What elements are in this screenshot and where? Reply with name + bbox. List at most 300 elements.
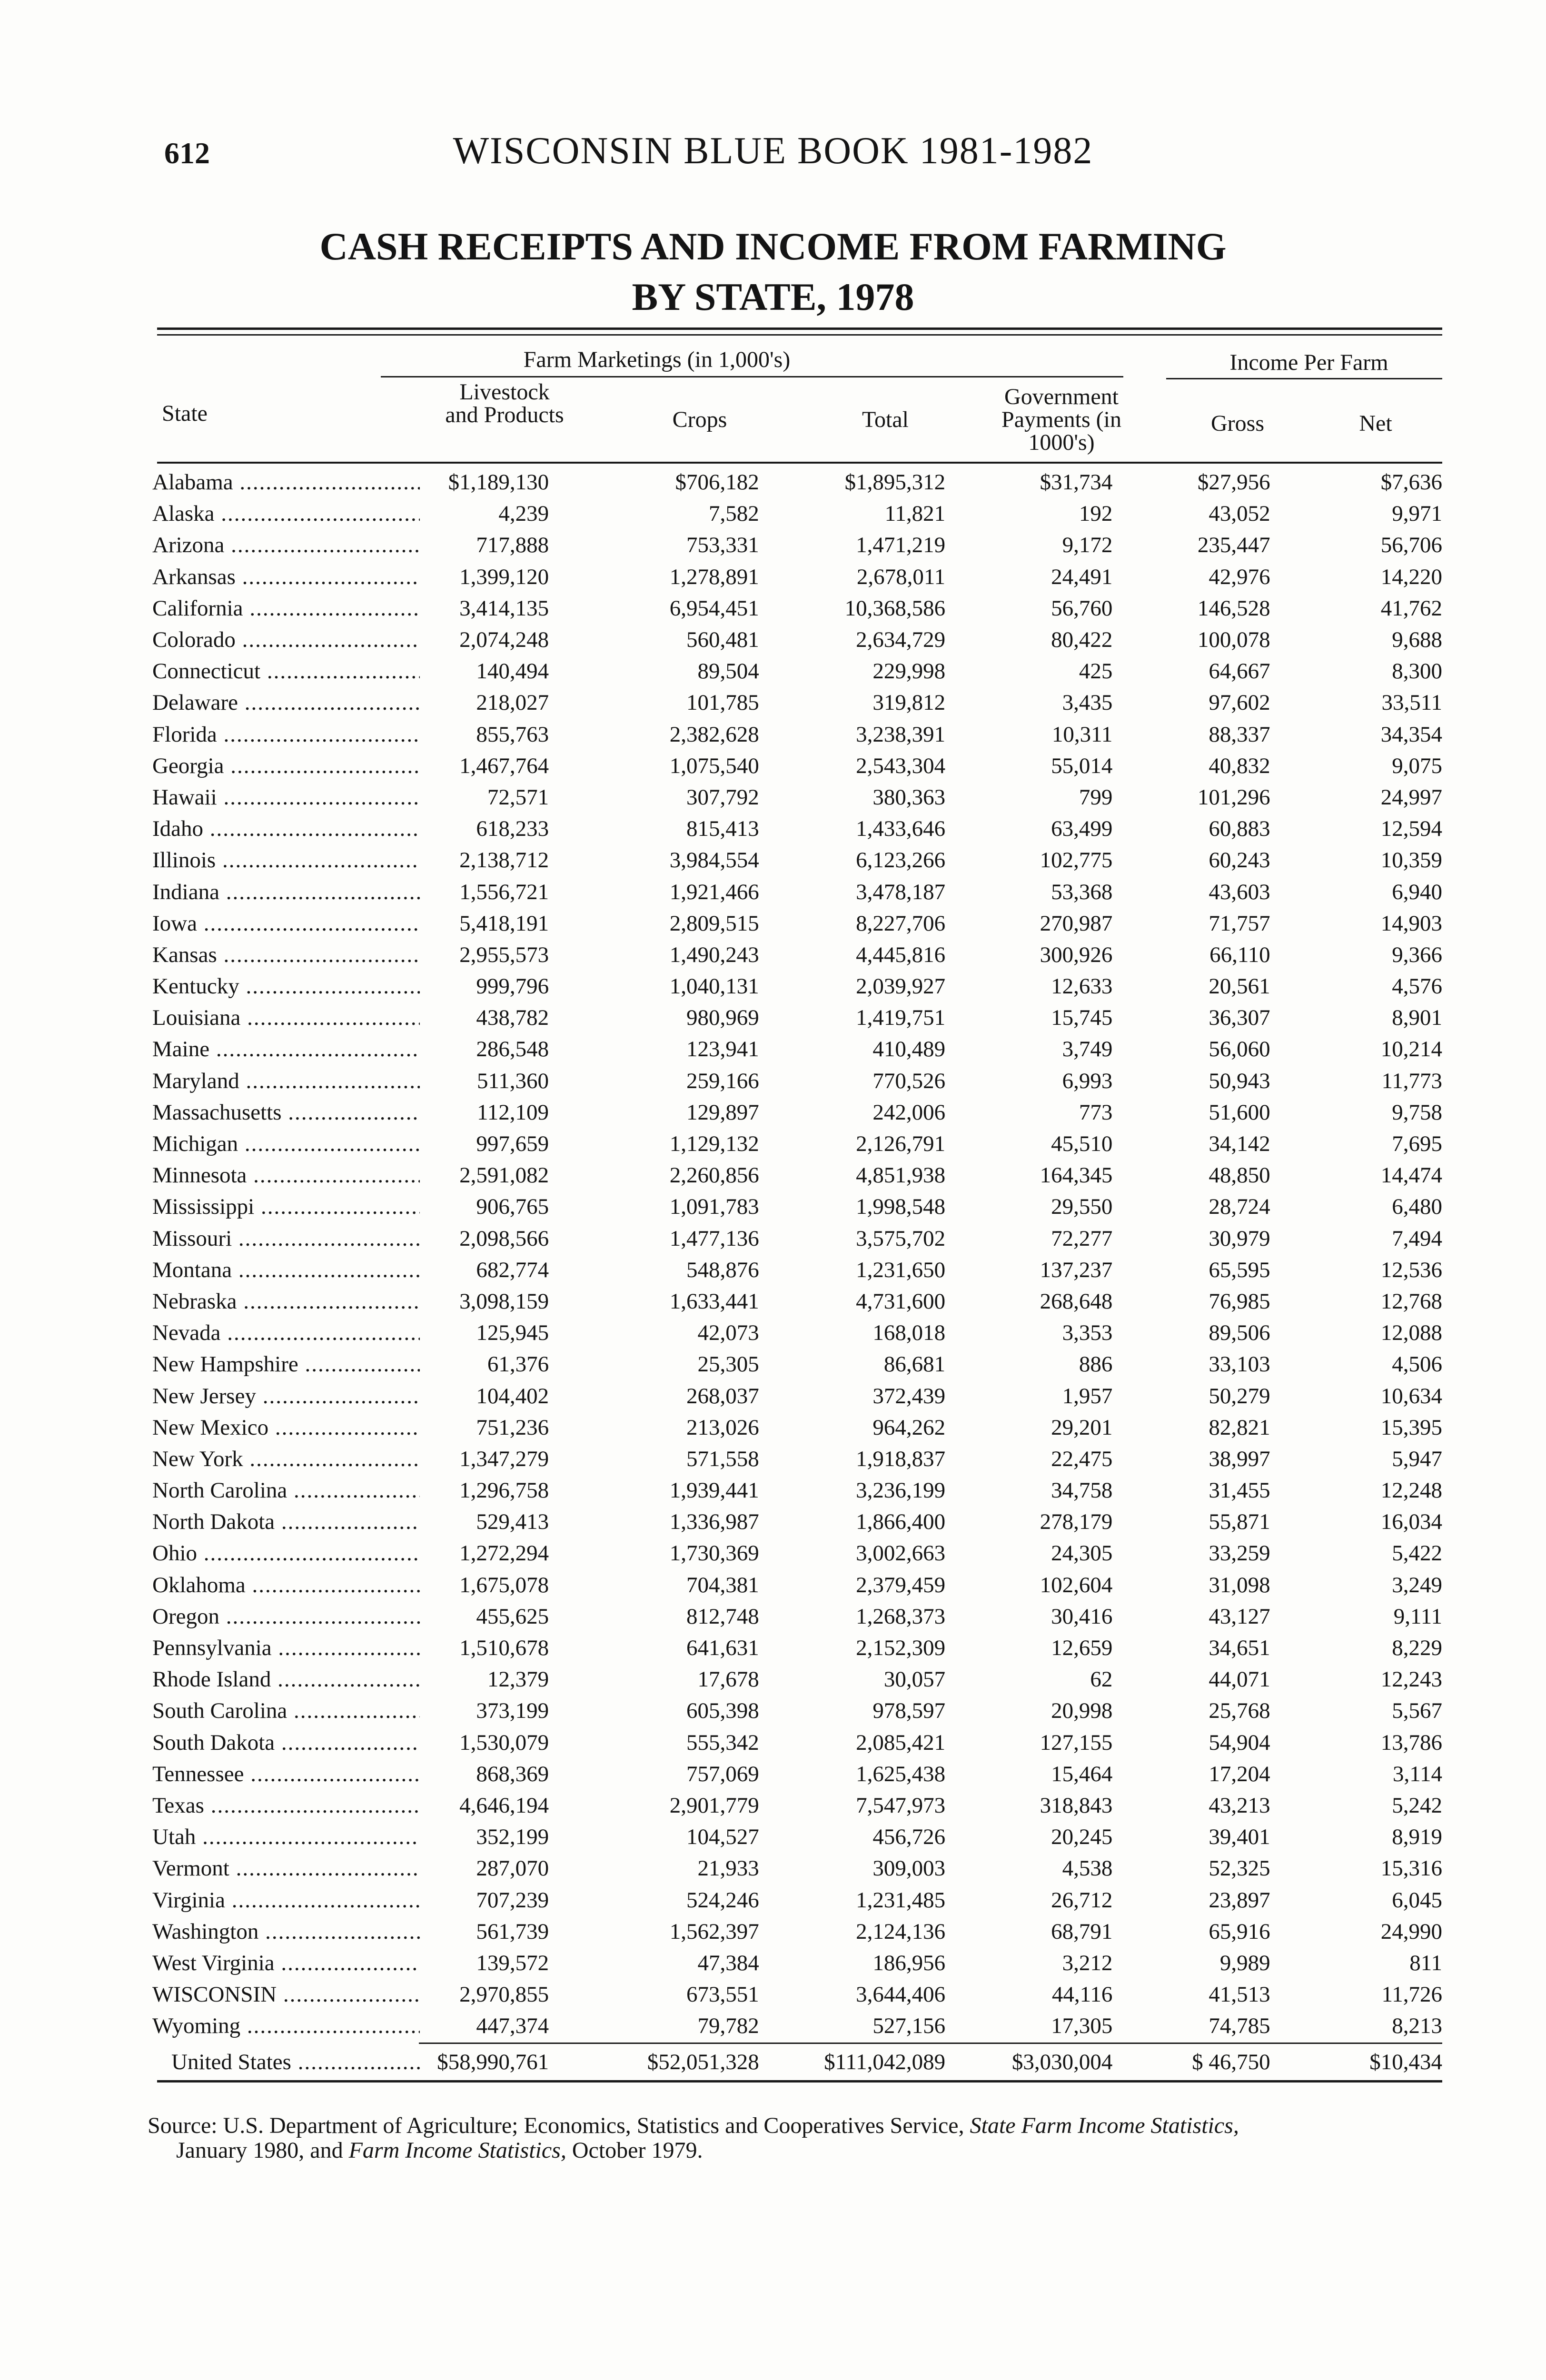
crops-cell: 129,897 [686,1100,759,1125]
table-row [152,1317,1442,1349]
livestock-cell: 286,548 [476,1037,549,1062]
table-row [152,876,1442,907]
gov-cell: 15,464 [1051,1761,1113,1786]
crops-cell: 1,129,132 [669,1131,759,1157]
net-cell: 5,947 [1392,1446,1442,1471]
crops-cell: 704,381 [686,1572,759,1597]
gross-cell: 17,204 [1209,1761,1270,1786]
total-cell: 7,547,973 [856,1793,946,1818]
crops-cell: 2,260,856 [669,1163,759,1188]
state-cell: Ohio ..... [152,1537,420,1569]
state-cell: Oklahoma ..... [152,1569,420,1601]
crops-cell: 1,490,243 [669,942,759,967]
gross-cell: 65,595 [1209,1257,1270,1282]
state-cell: New Jersey ..... [152,1380,420,1411]
table-row [152,593,1442,624]
gov-cell: 3,353 [1062,1320,1113,1346]
livestock-cell: 139,572 [476,1950,549,1975]
state-cell: New Hampshire ..... [152,1349,420,1380]
bottom-rule [157,2080,1442,2082]
crops-cell: 1,040,131 [669,974,759,999]
table-row [152,1065,1442,1097]
table-row [152,1286,1442,1317]
livestock-cell: 287,070 [476,1856,549,1881]
livestock-cell: 682,774 [476,1257,549,1282]
net-cell: 12,088 [1380,1320,1442,1346]
gov-cell: 192 [1079,501,1113,526]
total-cell: 1,231,650 [856,1257,946,1282]
crops-cell: 2,382,628 [669,722,759,747]
table-row [152,1191,1442,1222]
state-cell: Connecticut ..... [152,655,420,687]
crops-cell: 980,969 [686,1005,759,1031]
livestock-cell: 529,413 [476,1509,549,1535]
table-row [152,908,1442,939]
table-row [152,1601,1442,1632]
state-cell: Hawaii ..... [152,782,420,813]
data-rows [152,466,1442,2042]
total-cell: 964,262 [872,1415,946,1440]
total-cell: 380,363 [872,784,946,810]
state-cell: Washington ..... [152,1916,420,1947]
net-cell: 8,300 [1392,659,1442,684]
livestock-cell: 906,765 [476,1194,549,1220]
total-cell: 30,057 [883,1667,946,1692]
table-row [152,655,1442,687]
table-row [152,1128,1442,1160]
gov-cell: 53,368 [1051,879,1113,904]
total-cell: 3,478,187 [856,879,946,904]
state-cell: Idaho ..... [152,813,420,844]
gov-cell: 102,604 [1040,1572,1113,1597]
gross-cell: 50,279 [1209,1383,1270,1408]
gross-cell: 43,127 [1209,1604,1270,1629]
livestock-cell: 1,530,079 [459,1730,549,1755]
livestock-cell: 1,296,758 [459,1478,549,1503]
table-row [152,1475,1442,1506]
livestock-cell: 511,360 [477,1068,549,1093]
total-cell: 10,368,586 [844,595,946,621]
state-cell: WISCONSIN ..... [152,1979,420,2010]
table-row [152,1947,1442,1979]
total-cell: 1,419,751 [856,1005,946,1031]
gross-cell: 50,943 [1209,1068,1270,1093]
table-row [152,1821,1442,1853]
state-cell: Iowa ..... [152,908,420,939]
gov-cell: 886 [1079,1352,1113,1377]
total-cell: 6,123,266 [856,848,946,873]
total-cell: 4,445,816 [856,942,946,967]
total-cell: 319,812 [872,690,946,715]
state-cell: Nebraska ..... [152,1286,420,1317]
total-cell: 1,625,438 [856,1761,946,1786]
gross-cell: 42,976 [1209,564,1270,589]
gov-cell: 45,510 [1051,1131,1113,1157]
table-row [152,813,1442,844]
livestock-cell: 4,239 [498,501,549,526]
livestock-cell: 125,945 [476,1320,549,1346]
gov-cell: 56,760 [1051,595,1113,621]
state-cell: Vermont ..... [152,1853,420,1884]
net-cell: 9,758 [1392,1100,1442,1125]
crops-cell: 1,477,136 [669,1226,759,1251]
gov-cell: 102,775 [1040,848,1113,873]
gross-cell: 34,651 [1209,1636,1270,1661]
gross-cell: 33,259 [1209,1541,1270,1566]
gov-cell: 300,926 [1040,942,1113,967]
gross-cell: 23,897 [1209,1887,1270,1913]
header-livestock-line1: Livestock [459,379,550,405]
state-cell: California ..... [152,593,420,624]
livestock-cell: 5,418,191 [459,911,549,936]
total-cell: $1,895,312 [844,470,946,495]
total-cell: 3,644,406 [856,1982,946,2007]
header-livestock [414,381,595,426]
crops-cell: 812,748 [686,1604,759,1629]
crops-cell: 101,785 [686,690,759,715]
net-cell: 56,706 [1380,533,1442,558]
gross-cell: 30,979 [1209,1226,1270,1251]
livestock-cell: 112,109 [477,1100,549,1125]
table-row [152,624,1442,655]
state-cell: Illinois ..... [152,844,420,876]
gross-cell: 44,071 [1209,1667,1270,1692]
state-cell: South Dakota ..... [152,1727,420,1758]
table-row [152,971,1442,1002]
crops-cell: 307,792 [686,784,759,810]
gov-cell: 12,633 [1051,974,1113,999]
state-cell: Arkansas ..... [152,561,420,593]
gross-cell: 64,667 [1209,659,1270,684]
livestock-cell: 1,510,678 [459,1636,549,1661]
state-cell: Kentucky ..... [152,971,420,1002]
crops-cell: 757,069 [686,1761,759,1786]
gov-cell: 72,277 [1051,1226,1113,1251]
gross-cell: 66,110 [1209,942,1270,967]
gov-cell: 3,212 [1062,1950,1113,1975]
livestock-cell: 1,467,764 [459,753,549,778]
net-cell: 14,220 [1380,564,1442,589]
crops-cell: 17,678 [697,1667,759,1692]
gross-cell: 39,401 [1209,1825,1270,1850]
header-crops: Crops [672,407,727,432]
total-cell: 770,526 [872,1068,946,1093]
table-row [152,1979,1442,2010]
gross-cell: 65,916 [1209,1919,1270,1944]
state-cell: Rhode Island ..... [152,1664,420,1695]
net-cell: 9,688 [1392,627,1442,653]
net-cell: 15,316 [1380,1856,1442,1881]
crops-cell: 1,730,369 [669,1541,759,1566]
net-cell: 11,726 [1381,1982,1442,2007]
gov-cell: 3,749 [1062,1037,1113,1062]
net-cell: 5,242 [1392,1793,1442,1818]
crops-cell: 555,342 [686,1730,759,1755]
net-cell: 14,903 [1380,911,1442,936]
crops-cell: 524,246 [686,1887,759,1913]
net-cell: 10,359 [1380,848,1442,873]
net-cell: 16,034 [1380,1509,1442,1535]
table-row [152,844,1442,876]
gross-cell: 146,528 [1197,595,1270,621]
data-table [152,466,1442,2082]
total-cell: 3,236,199 [856,1478,946,1503]
crops-cell: 673,551 [686,1982,759,2007]
state-cell: Maine ..... [152,1033,420,1065]
net-cell: 8,919 [1392,1825,1442,1850]
state-cell: South Carolina ..... [152,1695,420,1726]
gross-cell: 34,142 [1209,1131,1270,1157]
table-row [152,466,1442,498]
net-cell: 24,997 [1380,784,1442,810]
table-row [152,561,1442,593]
crops-cell: 1,336,987 [669,1509,759,1535]
table-row [152,782,1442,813]
gov-cell: 80,422 [1051,627,1113,653]
total-cell: 2,379,459 [856,1572,946,1597]
state-cell: Mississippi ..... [152,1191,420,1222]
gov-cell: 278,179 [1040,1509,1113,1535]
crops-cell: 123,941 [686,1037,759,1062]
crops-cell: 560,481 [686,627,759,653]
table-row [152,1349,1442,1380]
gross-cell: 25,768 [1209,1698,1270,1724]
gov-cell: 55,014 [1051,753,1113,778]
total-cell: 242,006 [872,1100,946,1125]
table-row [152,1790,1442,1821]
state-cell: Florida ..... [152,719,420,750]
livestock-cell: 2,074,248 [459,627,549,653]
livestock-cell: 3,098,159 [459,1289,549,1314]
total-cell: 168,018 [872,1320,946,1346]
rule-under-income [1166,378,1442,379]
state-cell: Massachusetts ..... [152,1097,420,1128]
crops-cell: 1,939,441 [669,1478,759,1503]
gov-cell: 127,155 [1040,1730,1113,1755]
crops-cell: 605,398 [686,1698,759,1724]
state-cell: Michigan ..... [152,1128,420,1160]
total-cell: 186,956 [872,1950,946,1975]
gross-cell: 60,243 [1209,848,1270,873]
total-cell: 86,681 [883,1352,946,1377]
crops-cell: 1,562,397 [669,1919,759,1944]
table-row [152,1916,1442,1947]
gov-cell: 15,745 [1051,1005,1113,1031]
livestock-cell: 447,374 [476,2013,549,2039]
total-cell: 3,575,702 [856,1226,946,1251]
net-cell: 11,773 [1381,1068,1442,1093]
livestock-cell: 2,591,082 [459,1163,549,1188]
gov-cell: 68,791 [1051,1919,1113,1944]
gov-cell: $31,734 [1040,470,1113,495]
net-cell: 6,940 [1392,879,1442,904]
net-cell: 15,395 [1380,1415,1442,1440]
header-net: Net [1359,411,1392,436]
totals-net-cell: $10,434 [1369,2050,1442,2075]
livestock-cell: 12,379 [487,1667,549,1692]
state-cell: Alaska ..... [152,498,420,529]
gross-cell: 9,989 [1219,1950,1270,1975]
livestock-cell: 997,659 [476,1131,549,1157]
gross-cell: 74,785 [1209,2013,1270,2039]
crops-cell: 47,384 [697,1950,759,1975]
table-row [152,1254,1442,1286]
livestock-cell: 561,739 [476,1919,549,1944]
gov-cell: 20,998 [1051,1698,1113,1724]
total-cell: 410,489 [872,1037,946,1062]
state-cell: New Mexico ..... [152,1412,420,1443]
table-row [152,719,1442,750]
net-cell: $7,636 [1380,470,1442,495]
net-cell: 5,567 [1392,1698,1442,1724]
crops-cell: 104,527 [686,1825,759,1850]
gross-cell: 33,103 [1209,1352,1270,1377]
state-cell: Minnesota ..... [152,1160,420,1191]
net-cell: 10,634 [1380,1383,1442,1408]
total-cell: 4,731,600 [856,1289,946,1314]
gov-cell: 24,305 [1051,1541,1113,1566]
crops-cell: 213,026 [686,1415,759,1440]
gross-cell: 235,447 [1197,533,1270,558]
net-cell: 8,229 [1392,1636,1442,1661]
rule-under-headers [157,462,1442,464]
farm-income-table [152,324,1442,2104]
state-cell: Maryland ..... [152,1065,420,1097]
crops-cell: 3,984,554 [669,848,759,873]
crops-cell: 1,633,441 [669,1289,759,1314]
total-cell: 372,439 [872,1383,946,1408]
gross-cell: 28,724 [1209,1194,1270,1220]
state-cell: Montana ..... [152,1254,420,1286]
state-cell: Missouri ..... [152,1223,420,1254]
net-cell: 5,422 [1392,1541,1442,1566]
gross-cell: 60,883 [1209,816,1270,842]
state-cell: New York ..... [152,1443,420,1475]
crops-cell: 42,073 [697,1320,759,1346]
net-cell: 9,971 [1392,501,1442,526]
gov-cell: 1,957 [1062,1383,1113,1408]
net-cell: 34,354 [1380,722,1442,747]
total-cell: 229,998 [872,659,946,684]
gross-cell: 82,821 [1209,1415,1270,1440]
total-cell: 2,543,304 [856,753,946,778]
gov-cell: 12,659 [1051,1636,1113,1661]
table-row [152,498,1442,529]
livestock-cell: 61,376 [487,1352,549,1377]
gov-cell: 6,993 [1062,1068,1113,1093]
crops-cell: 89,504 [697,659,759,684]
net-cell: 9,075 [1392,753,1442,778]
gov-cell: 3,435 [1062,690,1113,715]
rule-under-marketings [381,376,1123,377]
total-cell: 456,726 [872,1825,946,1850]
title-line-2: BY STATE, 1978 [632,275,914,318]
total-cell: 4,851,938 [856,1163,946,1188]
table-row [152,1884,1442,1915]
gov-cell: 4,538 [1062,1856,1113,1881]
total-cell: 3,002,663 [856,1541,946,1566]
crops-cell: 641,631 [686,1636,759,1661]
table-row [152,1412,1442,1443]
livestock-cell: 1,399,120 [459,564,549,589]
header-gross: Gross [1210,411,1264,436]
gov-cell: 22,475 [1051,1446,1113,1471]
table-row [152,1002,1442,1033]
gov-cell: 44,116 [1051,1982,1113,2007]
totals-body [152,2042,1442,2082]
gov-cell: 34,758 [1051,1478,1113,1503]
header-income-per-farm: Income Per Farm [1229,350,1388,375]
livestock-cell: 868,369 [476,1761,549,1786]
table-row [152,1223,1442,1254]
livestock-cell: 2,138,712 [459,848,549,873]
livestock-cell: 4,646,194 [459,1793,549,1818]
totals-total-cell: $111,042,089 [824,2050,946,2075]
crops-cell: 1,091,783 [669,1194,759,1220]
table-row [152,1506,1442,1537]
net-cell: 7,494 [1392,1226,1442,1251]
state-cell: North Carolina ..... [152,1475,420,1506]
state-cell: Delaware ..... [152,687,420,718]
header-gov-line1: Government [1004,384,1119,409]
header-livestock-line2: and Products [445,402,564,427]
crops-cell: 2,809,515 [669,911,759,936]
gross-cell: 20,561 [1209,974,1270,999]
state-cell: Georgia ..... [152,750,420,782]
gross-cell: 76,985 [1209,1289,1270,1314]
livestock-cell: 999,796 [476,974,549,999]
header-farm-marketings: Farm Marketings (in 1,000's) [523,347,791,372]
gov-cell: 29,201 [1051,1415,1113,1440]
total-cell: 2,126,791 [856,1131,946,1157]
gov-cell: 63,499 [1051,816,1113,842]
gross-cell: $27,956 [1197,470,1270,495]
net-cell: 12,536 [1380,1257,1442,1282]
totals-row [152,2042,1442,2082]
gross-cell: 55,871 [1209,1509,1270,1535]
livestock-cell: 855,763 [476,722,549,747]
total-cell: 2,085,421 [856,1730,946,1755]
state-cell: Pennsylvania ..... [152,1632,420,1664]
table-row [152,1160,1442,1191]
gross-cell: 56,060 [1209,1037,1270,1062]
table-row [152,1695,1442,1726]
total-cell: 1,918,837 [856,1446,946,1471]
title-line-1: CASH RECEIPTS AND INCOME FROM FARMING [319,225,1227,268]
crops-cell: 815,413 [686,816,759,842]
total-cell: 309,003 [872,1856,946,1881]
livestock-cell: 1,347,279 [459,1446,549,1471]
gross-cell: 97,602 [1209,690,1270,715]
gov-cell: 799 [1079,784,1113,810]
total-cell: 527,156 [872,2013,946,2039]
gov-cell: 20,245 [1051,1825,1113,1850]
state-cell: North Dakota ..... [152,1506,420,1537]
state-cell: Kansas ..... [152,939,420,971]
state-cell: Colorado ..... [152,624,420,655]
totals-gov-cell: $3,030,004 [1011,2050,1113,2075]
gross-cell: 43,052 [1209,501,1270,526]
rule-above-totals [419,2043,1442,2044]
gross-cell: 40,832 [1209,753,1270,778]
gov-cell: 30,416 [1051,1604,1113,1629]
page-title [0,221,1546,322]
livestock-cell: 352,199 [476,1825,549,1850]
livestock-cell: 618,233 [476,816,549,842]
total-cell: 1,433,646 [856,816,946,842]
totals-gross-cell: $ 46,750 [1192,2050,1270,2075]
net-cell: 14,474 [1380,1163,1442,1188]
